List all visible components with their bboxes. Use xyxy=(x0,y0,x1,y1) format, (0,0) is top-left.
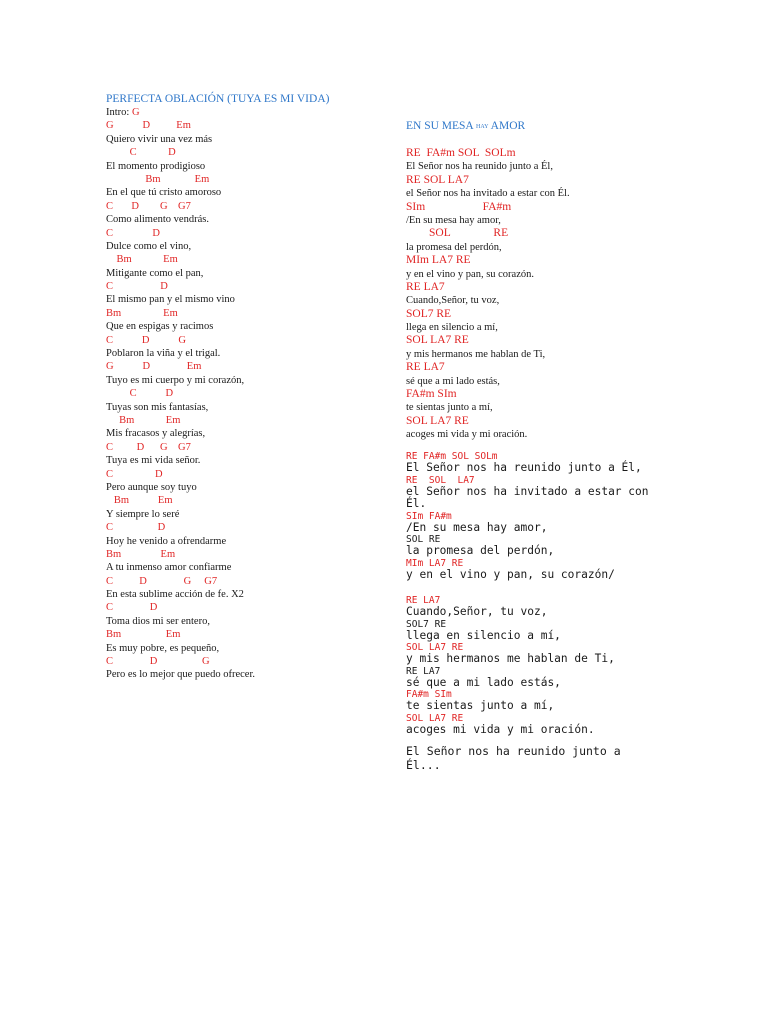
song-en-su-mesa xyxy=(406,119,706,442)
lyric-line: Él. xyxy=(406,497,427,510)
chord-line: Bm Em xyxy=(106,548,176,560)
lyric-line: Tuya es mi vida señor. xyxy=(106,455,201,467)
chord-line: Bm Em xyxy=(106,414,181,426)
lyric-line: la promesa del perdón, xyxy=(406,241,502,253)
chord-line: FA#m SIm xyxy=(406,689,452,700)
title-part: AMOR xyxy=(488,120,526,132)
chord-line: MIm LA7 RE xyxy=(406,557,464,569)
lyric-line: acoges mi vida y mi oración. xyxy=(406,722,595,736)
chord-line: FA#m SIm xyxy=(406,388,457,401)
lyric-line: te sientas junto a mí, xyxy=(406,699,555,712)
lyric-line: Cuando,Señor, tu voz, xyxy=(406,295,500,307)
chord-line: C D G G7 xyxy=(106,441,191,453)
ending-line: Él... xyxy=(406,758,441,772)
chord-line: C D xyxy=(106,388,174,400)
lyric-line: Pero aunque soy tuyo xyxy=(106,481,197,493)
lyric-line: sé que a mi lado estás, xyxy=(406,375,500,387)
chord-line: SOL RE xyxy=(406,534,441,545)
chord-line: C D G G7 xyxy=(106,575,218,587)
chord-line: RE LA7 xyxy=(406,361,445,374)
lyric-line: Poblaron la viña y el trigal. xyxy=(106,348,221,360)
title-part: EN SU MESA xyxy=(406,120,476,132)
chord-line: RE FA#m SOL SOLm xyxy=(406,451,498,462)
chord-line: C D G G7 xyxy=(106,200,191,212)
lyric-line: Tuyas son mis fantasías, xyxy=(106,401,209,413)
chord-line: RE SOL LA7 xyxy=(406,474,475,486)
lyric-line: Como alimento vendrás. xyxy=(106,214,209,226)
lyric-line: Que en espigas y racimos xyxy=(106,321,214,333)
chord-line: C D G xyxy=(106,334,186,346)
lyric-line: y en el vino y pan, su corazón/ xyxy=(406,567,615,581)
song-perfecta-oblacion xyxy=(106,92,386,682)
lyric-line: llega en silencio a mí, xyxy=(406,322,498,334)
song-lines xyxy=(106,119,386,681)
chord-line: C D G xyxy=(106,656,210,668)
chord-line: SOL LA7 RE xyxy=(406,334,469,347)
chord-line: RE LA7 xyxy=(406,665,441,677)
lyric-line: acoges mi vida y mi oración. xyxy=(406,429,528,441)
lyric-line: Dulce como el vino, xyxy=(106,240,192,252)
chord-line: Bm Em xyxy=(106,629,181,641)
lyric-line: te sientas junto a mí, xyxy=(406,402,493,414)
song-lines xyxy=(406,133,706,442)
lyric-line: Hoy he venido a ofrendarme xyxy=(106,535,227,547)
chord-line: Bm Em xyxy=(106,173,210,185)
lyric-line: /En su mesa hay amor, xyxy=(406,520,548,534)
chord-line: RE SOL LA7 xyxy=(406,173,469,186)
chord-line: G D Em xyxy=(106,120,191,132)
song-title: PERFECTA OBLACIÓN (TUYA ES MI VIDA) xyxy=(106,93,330,105)
lyric-line: Mis fracasos y alegrías, xyxy=(106,428,206,440)
title-superscript: HAY xyxy=(475,124,489,130)
lyric-line: Y siempre lo seré xyxy=(106,508,180,520)
chord-line: C D xyxy=(106,227,160,239)
chord-line: G D Em xyxy=(106,361,202,373)
chord-line: C D xyxy=(106,602,158,614)
lyric-line: Pero es lo mejor que puedo ofrecer. xyxy=(106,669,255,681)
lyric-line: y mis hermanos me hablan de Ti, xyxy=(406,652,615,665)
lyric-line: la promesa del perdón, xyxy=(406,544,555,557)
lyric-line: y en el vino y pan, su corazón. xyxy=(406,268,535,280)
chord-line: C D xyxy=(106,147,176,159)
song-title xyxy=(406,119,706,133)
chord-line: RE FA#m SOL SOLm xyxy=(406,147,516,159)
spacer xyxy=(406,581,766,595)
chord-line: Bm Em xyxy=(106,307,178,319)
lyric-line: Tuyo es mi cuerpo y mi corazón, xyxy=(106,374,245,386)
chord-line: SIm FA#m xyxy=(406,510,452,522)
chord-line: SOL LA7 RE xyxy=(406,642,464,653)
chord-line: SOL7 RE xyxy=(406,618,447,630)
chord-line: RE LA7 xyxy=(406,280,445,293)
lyric-line: el Señor nos ha invitado a estar con xyxy=(406,484,649,498)
chord-line: SOL LA7 RE xyxy=(406,414,469,427)
lyric-line: y mis hermanos me hablan de Ti, xyxy=(406,348,546,360)
chord-line: C D xyxy=(106,468,163,480)
song-lines xyxy=(406,451,766,736)
lyric-line: Es muy pobre, es pequeño, xyxy=(106,642,220,654)
intro-label: Intro: xyxy=(106,107,132,118)
lyric-line: Toma dios mi ser entero, xyxy=(106,615,210,627)
lyric-line: En el que tú cristo amoroso xyxy=(106,187,222,199)
chord-line: RE LA7 xyxy=(406,595,441,606)
lyric-line: El Señor nos ha reunido junto a Él, xyxy=(406,461,642,474)
lyric-line: A tu inmenso amor confiarme xyxy=(106,562,232,574)
chord-line: MIm LA7 RE xyxy=(406,254,471,267)
chord-line: SOL RE xyxy=(406,227,509,240)
lyric-line: /En su mesa hay amor, xyxy=(406,214,501,226)
lyric-line: Quiero vivir una vez más xyxy=(106,133,213,145)
ending-line: El Señor nos ha reunido junto a xyxy=(406,744,621,758)
lyric-line: llega en silencio a mí, xyxy=(406,628,561,642)
chord-line: C D xyxy=(106,522,166,534)
lyric-line: el Señor nos ha invitado a estar con Él. xyxy=(406,188,570,200)
chord-line: SOL7 RE xyxy=(406,307,452,320)
lyric-line: Cuando,Señor, tu voz, xyxy=(406,605,548,618)
chord-line: Bm Em xyxy=(106,495,173,507)
chord-line: Bm Em xyxy=(106,254,178,266)
chord-line: C D xyxy=(106,281,168,293)
spacer xyxy=(406,133,706,147)
lyric-line: El mismo pan y el mismo vino xyxy=(106,294,235,306)
lyric-line: El momento prodigioso xyxy=(106,160,206,172)
chord-line: SOL LA7 RE xyxy=(406,712,464,724)
intro-line xyxy=(106,106,386,119)
lyric-line: El Señor nos ha reunido junto a Él, xyxy=(406,161,553,173)
lyric-line: En esta sublime acción de fe. X2 xyxy=(106,589,244,601)
chord-line: SIm FA#m xyxy=(406,200,512,213)
lyric-line: sé que a mi lado estás, xyxy=(406,675,561,689)
lyric-line: Mitigante como el pan, xyxy=(106,267,204,279)
intro-chord: G xyxy=(131,107,140,118)
song-en-su-mesa-monospace xyxy=(406,451,766,772)
